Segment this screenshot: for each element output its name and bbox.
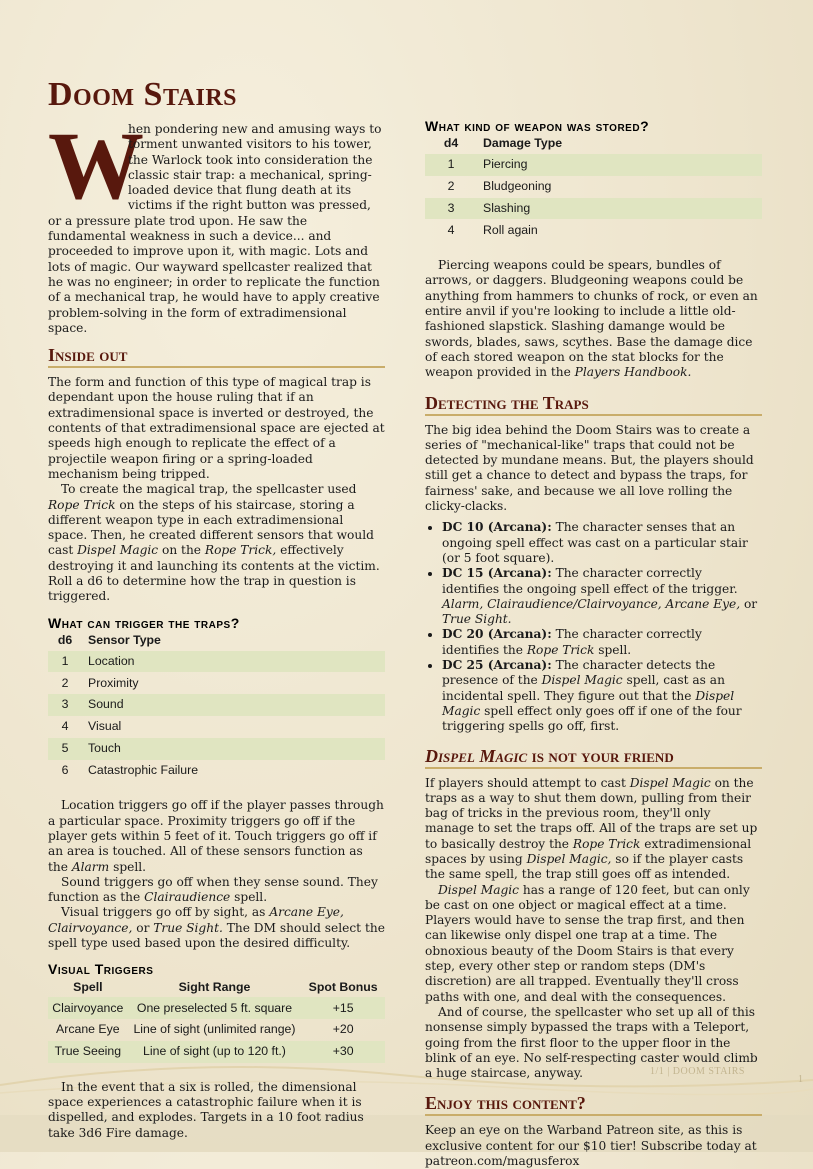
trigger-table-heading: What can trigger the traps? [48,614,240,631]
list-item: • DC 10 (Arcana): The character senses that an ongoing spell effect was cast on a particular stair (or 5 foot square). [442,520,762,566]
table-row: 3 Sound [48,694,385,716]
detecting-paragraph: The big idea behind the Doom Stairs was to create a series of "mechanical-like" traps that could not be detected by mundane means. But, the players should still get a chance to detect and bypass the traps, for fairness' sake, and because we all love rolling the clicky-clacks. [425,422,754,514]
page-title: Doom Stairs [48,76,238,113]
page-footer: 1/1 | DOOM STAIRS [650,1066,745,1077]
table-header: d4 Damage Type [443,136,563,151]
inside-out-p2: To create the magical trap, the spellcaster used Rope Trick on the steps of his staircase, storing a different weapon type in each extradimensional space. Then, he created different sensors that would cast Dispel Magic on the Rope Trick, effectively destroying it and launching its contents at the victim. Roll a d6 to determine how the trap in question is triggered. [48,482,380,604]
visual-triggers-heading: Visual Triggers [48,961,154,978]
list-item: • DC 15 (Arcana): The character correctly identifies the ongoing spell effect of the trigger. Alarm, Clairaudience/Clairvoyance, Arcane Eye, or True Sight. [442,566,762,627]
weapons-paragraph: Piercing weapons could be spears, bundles of arrows, or daggers. Bludgeoning weapons could be anything from hammers to chunks of rock, or even an entire anvil if you're looking to include a little old-fashioned slapstick. Slashing damange would be swords, blades, saws, scythes. Base the damage dice of each stored weapon on the stat blocks for the weapon provided in the Players Handbook. [425,258,758,380]
trigger-table [48,631,385,782]
catastrophic-paragraph: In the event that a six is rolled, the dimensional space experiences a catastrophic failure when it is dispelled, and explodes. Targets in a 10 foot radius take 3d6 Fire damage. [48,1079,364,1140]
inside-out-p1: The form and function of this type of magical trap is dependant upon the house ruling that if an extradimensional space is inverted or destroyed, the contents of that extradimensional space are ejected at speeds high enough to replicate the effect of a projectile weapon firing or a spring-loaded mechanism being tripped. [48,375,385,481]
table-row: 2 Proximity [61,675,139,690]
dispel-heading: Dispel Magic is not your friend [425,746,762,769]
intro-paragraph: W hen pondering new and amusing ways to torment unwanted visitors to his tower, the Warlock took into consideration the classic stair trap: a mechanical, spring-loaded device that flung death at its victims if the right button was pressed, or a pressure plate trod upon. He saw the fundamental weakness in such a device... and proceeded to improve upon it, with magic. Lots and lots of magic. Our wayward spellcaster realized that he was no engineer; in order to replicate the function of a mechanical trap, he would have to apply creative problem-solving in the form of extradimensional space. [48,112,382,335]
table-row: 1 Location [48,651,385,673]
right-column [425,118,762,1169]
detecting-heading: Detecting the Traps [425,393,762,416]
table-row: 6 Catastrophic Failure [61,762,199,777]
table-row: 4 Visual [61,719,122,734]
table-row: 5 Touch [48,738,385,760]
triggers-p3: Visual triggers go off by sight, as Arcane Eye, Clairvoyance, or True Sight. The DM should select the spell type used based upon the desired difficulty. [48,905,385,951]
enjoy-paragraph: Keep an eye on the Warband Patreon site, as this is exclusive content for our $10 tier! Subscribe today at patreon.com/magusferox [425,1123,757,1169]
table-row: 1 Piercing [425,154,762,176]
drop-cap: W [48,112,144,219]
table-row: Clairvoyance One preselected 5 ft. square +15 [48,997,385,1019]
triggers-p2: Sound triggers go off when they sense sound. They function as the Clairaudience spell. [48,874,378,905]
table-header: d6 Sensor Type [57,632,161,647]
table-row: 3 Slashing [425,198,762,220]
triggers-p1: Location triggers go off if the player passes through a particular space. Proximity triggers go off if the player gets within 5 feet of it. Touch triggers go off if an area is touched. All of these sensors function as the Alarm spell. [48,798,384,874]
left-column [48,112,385,1141]
dispel-p3: And of course, the spellcaster who set up all of this nonsense simply bypassed the traps with a Teleport, going from the first floor to the upper floor in the blink of an eye. No self-respecting caster would climb a huge staircase, anyway. [425,1004,758,1081]
dispel-p2: Dispel Magic has a range of 120 feet, but can only be cast on one object or magical effect at a time. Players would have to sense the trap first, and then can likewise only dispel one trap at a time. The obnoxious beauty of the Doom Stairs is that every step, every other step or random steps (DM's discretion) are all trapped. Eventually they'll cross paths with one, and deal with the consequences. [425,882,750,1004]
enjoy-heading: Enjoy this content? [425,1093,762,1116]
weapon-table-heading: What kind of weapon was stored? [425,118,650,134]
page-number: 1 [798,1074,803,1085]
table-row: 4 Roll again [447,222,538,237]
table-row: Arcane Eye Line of sight (unlimited range) +20 [56,1022,354,1037]
dispel-p1: If players should attempt to cast Dispel Magic on the traps as a way to shut them down, pulling from their bag of tricks in the previous room, they'll only manage to set the traps off. All of the traps are set up to basically destroy the Rope Trick extradimensional spaces by using Dispel Magic, so if the player casts the same spell, the trap still goes off as intended. [425,775,758,882]
table-header: Spell Sight Range Spot Bonus [73,979,378,994]
dc-list [425,520,762,734]
table-row: 2 Bludgeoning [447,179,552,194]
weapon-table [425,134,762,241]
visual-triggers-table [48,977,385,1062]
table-row: True Seeing Line of sight (up to 120 ft.) +30 [48,1041,385,1063]
list-item: • DC 25 (Arcana): The character detects the presence of the Dispel Magic spell, cast as an incidental spell. They figure out that the Dispel Magic spell effect only goes off if one of the four triggering spells go off, first. [442,658,762,734]
inside-out-heading: Inside out [48,345,385,368]
list-item: • DC 20 (Arcana): The character correctly identifies the Rope Trick spell. [442,627,762,658]
